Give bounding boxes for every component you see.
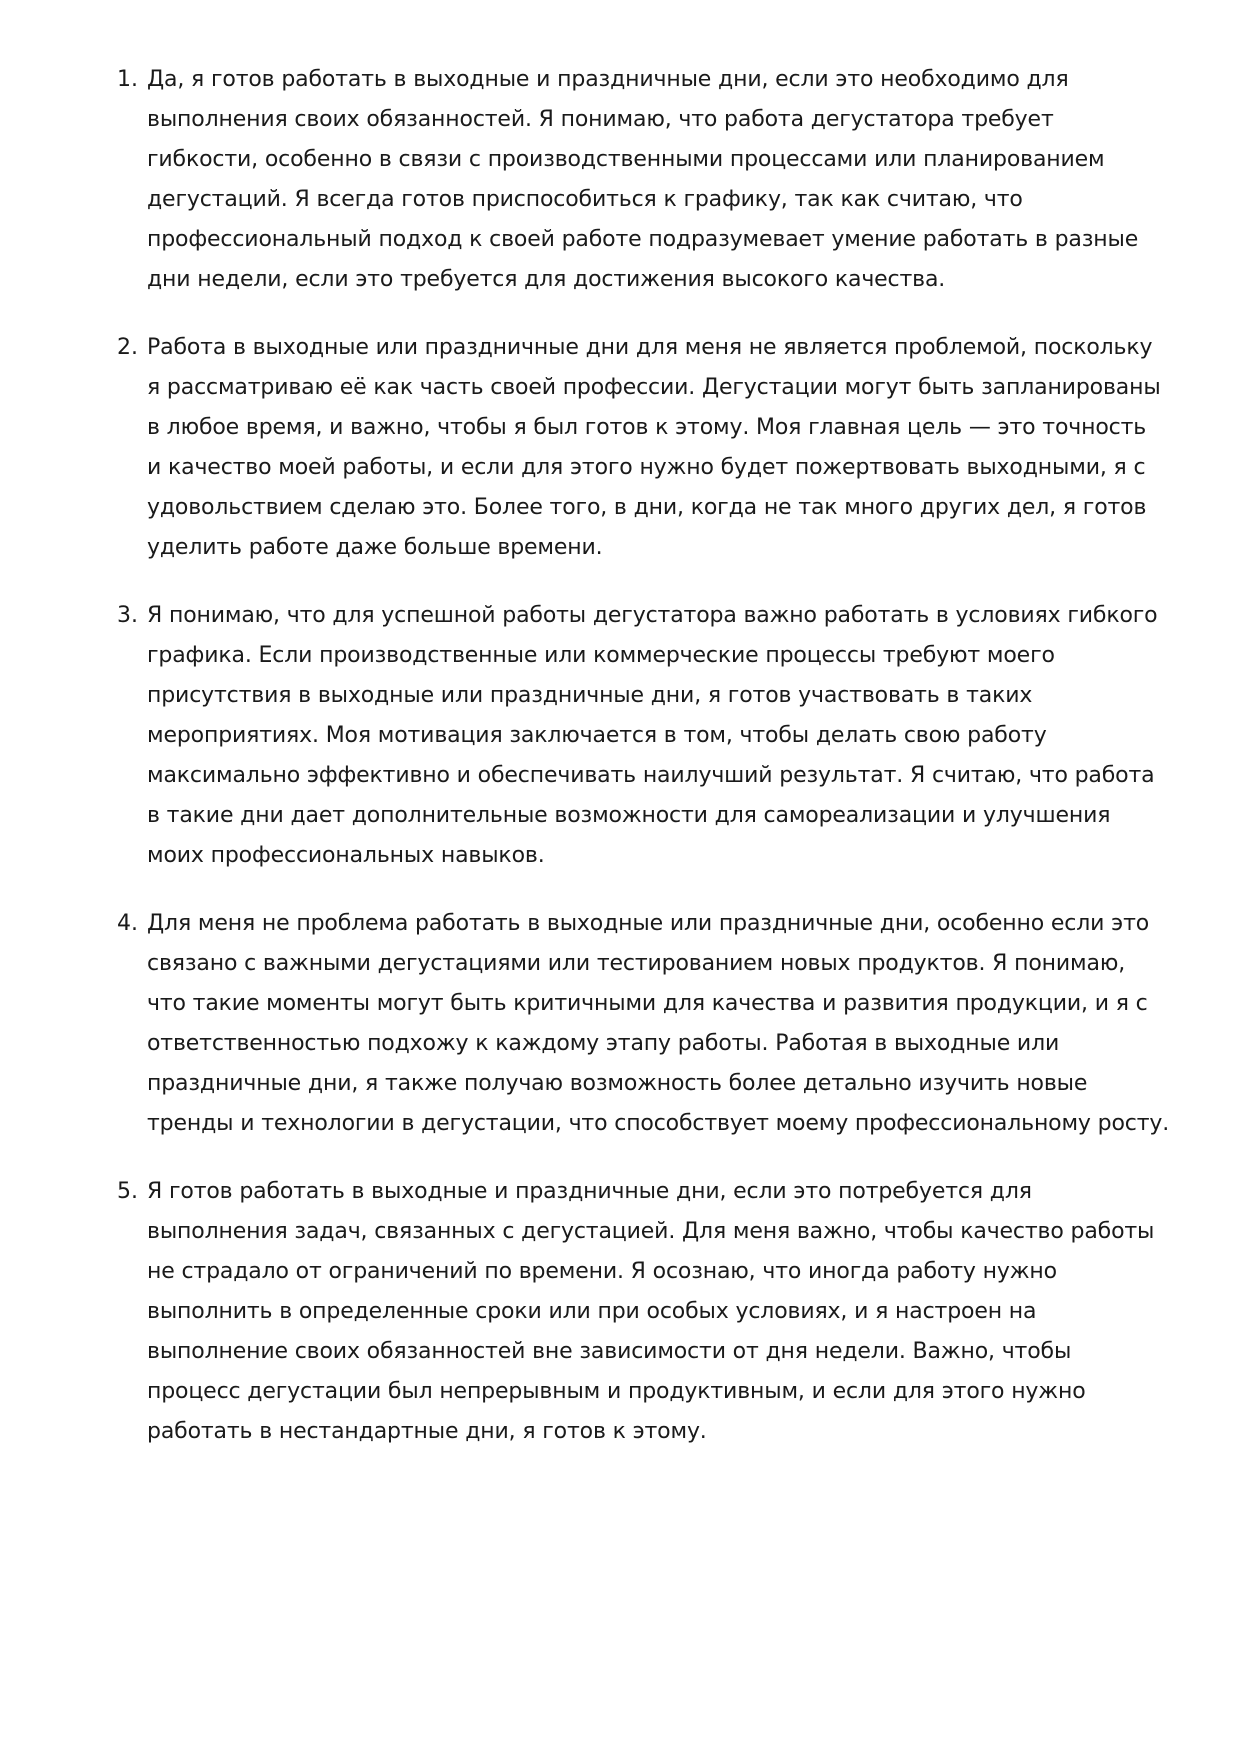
list-item-text: Я понимаю, что для успешной работы дегустатора важно работать в условиях гибкого графика. Если производственные или коммерческие процессы требуют моего присутствия в выходные или праздничные дни, я готов участвовать в таких мероприятиях. Моя мотивация заключается в том, чтобы делать свою работу максимально эффективно и обеспечивать наилучший результат. Я считаю, что работа в такие дни дает дополнительные возможности для самореализации и улучшения моих профессиональных навыков. bbox=[147, 603, 1158, 868]
list-item-number: 4. bbox=[117, 911, 138, 936]
list-item-number: 2. bbox=[117, 335, 138, 360]
list-item-text: Для меня не проблема работать в выходные или праздничные дни, особенно если это связано с важными дегустациями или тестированием новых продуктов. Я понимаю, что такие моменты могут быть критичными для качества и развития продукции, и я с ответственностью подхожу к каждому этапу работы. Работая в выходные или праздничные дни, я также получаю возможность более детально изучить новые тренды и технологии в дегустации, что способствует моему профессиональному росту. bbox=[147, 911, 1170, 1136]
list-item-number: 3. bbox=[117, 603, 138, 628]
list-item bbox=[117, 1172, 1177, 1452]
list-item-text: Да, я готов работать в выходные и праздничные дни, если это необходимо для выполнения своих обязанностей. Я понимаю, что работа дегустатора требует гибкости, особенно в связи с производственными процессами или планированием дегустаций. Я всегда готов приспособиться к графику, так как считаю, что профессиональный подход к своей работе подразумевает умение работать в разные дни недели, если это требуется для достижения высокого качества. bbox=[147, 67, 1139, 292]
list-item bbox=[117, 904, 1177, 1144]
list-item bbox=[117, 60, 1177, 300]
list-item bbox=[117, 596, 1177, 876]
list-item bbox=[117, 328, 1177, 568]
document-page bbox=[117, 60, 1177, 1480]
list-item-number: 5. bbox=[117, 1179, 138, 1204]
numbered-list bbox=[117, 60, 1177, 1452]
list-item-number: 1. bbox=[117, 67, 138, 92]
list-item-text: Я готов работать в выходные и праздничные дни, если это потребуется для выполнения задач, связанных с дегустацией. Для меня важно, чтобы качество работы не страдало от ограничений по времени. Я осознаю, что иногда работу нужно выполнить в определенные сроки или при особых условиях, и я настроен на выполнение своих обязанностей вне зависимости от дня недели. Важно, чтобы процесс дегустации был непрерывным и продуктивным, и если для этого нужно работать в нестандартные дни, я готов к этому. bbox=[147, 1179, 1155, 1444]
list-item-text: Работа в выходные или праздничные дни для меня не является проблемой, поскольку я рассматриваю её как часть своей профессии. Дегустации могут быть запланированы в любое время, и важно, чтобы я был готов к этому. Моя главная цель — это точность и качество моей работы, и если для этого нужно будет пожертвовать выходными, я с удовольствием сделаю это. Более того, в дни, когда не так много других дел, я готов уделить работе даже больше времени. bbox=[147, 335, 1161, 560]
